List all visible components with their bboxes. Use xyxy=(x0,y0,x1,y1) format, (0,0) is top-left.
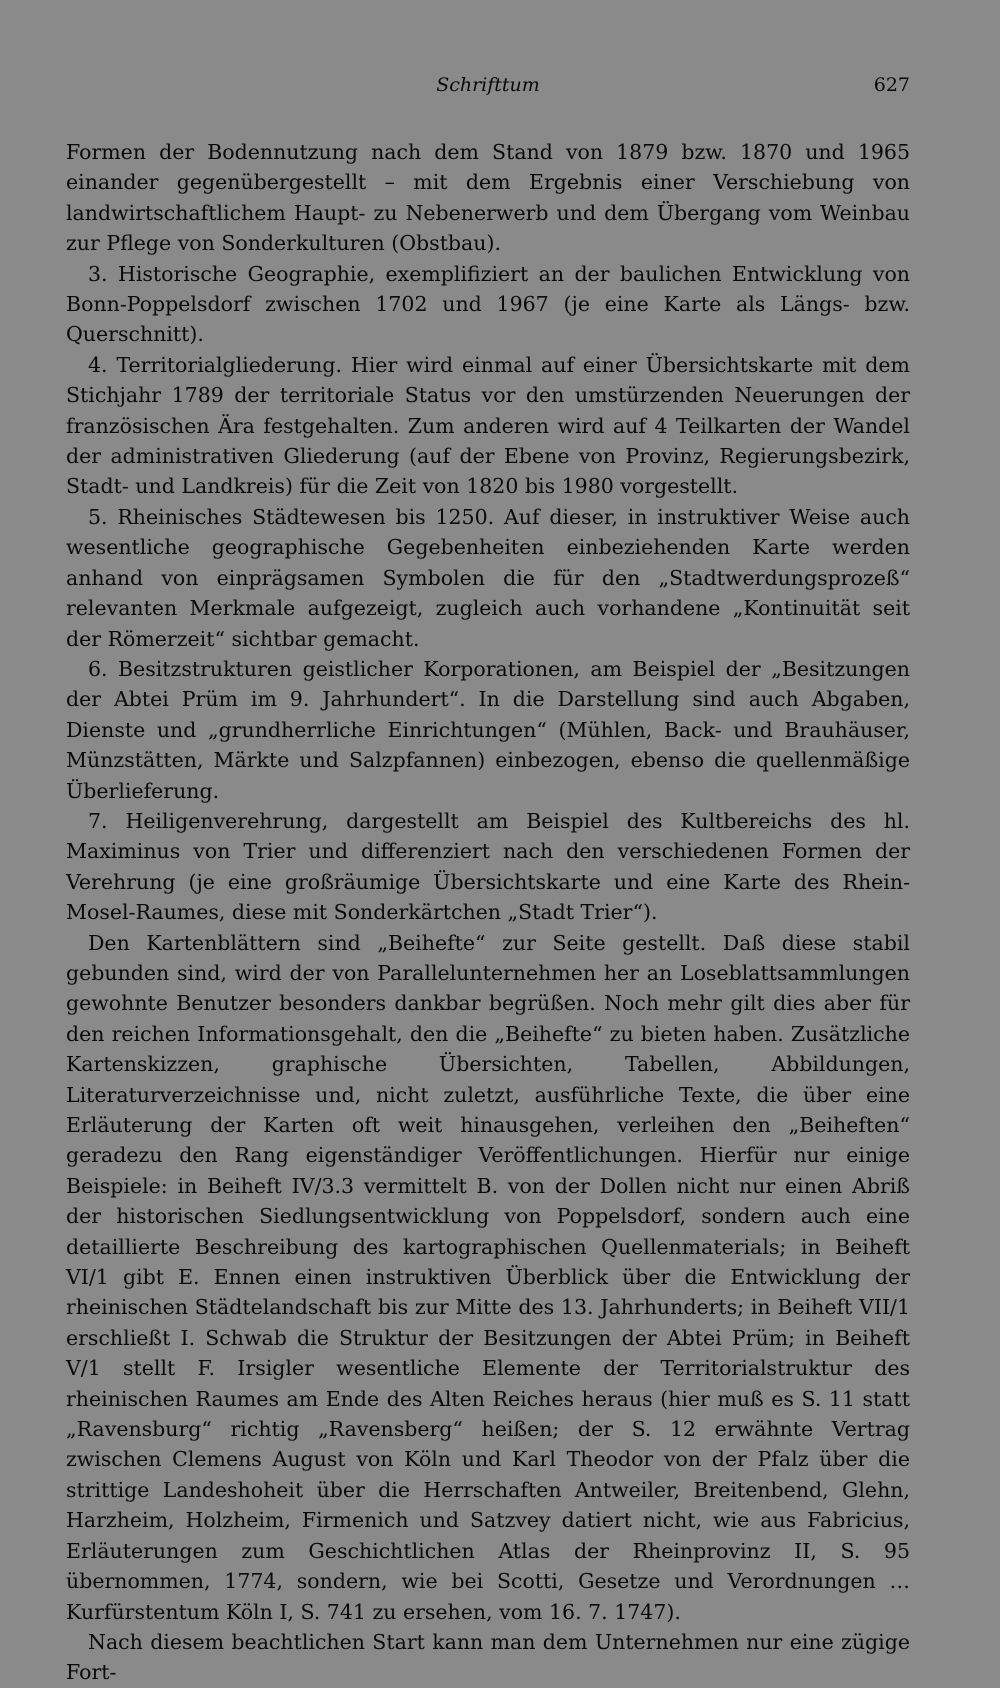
paragraph-closing: Nach diesem beachtlichen Start kann man dem Unternehmen nur eine zügige Fort- xyxy=(66,1629,910,1685)
body-text xyxy=(66,137,910,1688)
running-title: Schrifttum xyxy=(436,74,540,96)
paragraph-continuation: Formen der Bodennutzung nach dem Stand von 1879 bzw. 1870 und 1965 einander gegenübergestellt – mit dem Ergebnis einer Verschiebung von landwirtschaftlichem Haupt- zu Nebenerwerb und dem Übergang vom Weinbau zur Pflege von Sonderkulturen (Obstbau). xyxy=(66,140,910,256)
paragraph-item-4: 4. Territorialgliederung. Hier wird einmal auf einer Übersichtskarte mit dem Stichjahr 1789 der territoriale Status vor den umstürzenden Neuerungen der französischen Ära festgehalten. Zum anderen wird auf 4 Teilkarten der Wandel der administrativen Gliederung (auf der Ebene von Provinz, Regierungsbezirk, Stadt- und Landkreis) für die Zeit von 1820 bis 1980 vorgestellt. xyxy=(66,352,910,499)
paragraph-item-3: 3. Historische Geographie, exemplifiziert an der baulichen Entwicklung von Bonn-Poppelsdorf zwischen 1702 und 1967 (je eine Karte als Längs- bzw. Querschnitt). xyxy=(66,261,910,347)
paragraph-item-5: 5. Rheinisches Städtewesen bis 1250. Auf dieser, in instruktiver Weise auch wesentliche geographische Gegebenheiten einbeziehenden Karte werden anhand von einprägsamen Symbolen die für den „Stadtwerdungsprozeß“ relevanten Merkmale aufgezeigt, zugleich auch vorhandene „Kontinuität seit der Römerzeit“ sichtbar gemacht. xyxy=(66,504,910,651)
paragraph-beihefte: Den Kartenblättern sind „Beihefte“ zur Seite gestellt. Daß diese stabil gebunden sind, wird der von Parallelunternehmen her an Loseblattsammlungen gewohnte Benutzer besonders dankbar begrüßen. Noch mehr gilt dies aber für den reichen Informationsgehalt, den die „Beihefte“ zu bieten haben. Zusätzliche Kartenskizzen, graphische Übersichten, Tabellen, Abbildungen, Literaturverzeichnisse und, nicht zuletzt, ausführliche Texte, die über eine Erläuterung der Karten oft weit hinausgehen, verleihen den „Beiheften“ geradezu den Rang eigenständiger Veröffentlichungen. Hierfür nur einige Beispiele: in Beiheft IV/3.3 vermittelt B. von der Dollen nicht nur einen Abriß der historischen Siedlungsentwicklung von Poppelsdorf, sondern auch eine detaillierte Beschreibung des kartographischen Quellenmaterials; in Beiheft VI/1 gibt E. Ennen einen instruktiven Überblick über die Entwicklung der rheinischen Städtelandschaft bis zur Mitte des 13. Jahrhunderts; in Beiheft VII/1 erschließt I. Schwab die Struktur der Besitzungen der Abtei Prüm; in Beiheft V/1 stellt F. Irsigler wesentliche Elemente der Territorialstruktur des rheinischen Raumes am Ende des Alten Reiches heraus (hier muß es S. 11 statt „Ravensburg“ richtig „Ravensberg“ heißen; der S. 12 erwähnte Vertrag zwischen Clemens August von Köln und Karl Theodor von der Pfalz über die strittige Landeshoheit über die Herrschaften Antweiler, Breitenbend, Glehn, Harzheim, Holzheim, Firmenich und Satzvey datiert nicht, wie aus Fabricius, Erläuterungen zum Geschichtlichen Atlas der Rheinprovinz II, S. 95 übernommen, 1774, sondern, wie bei Scotti, Gesetze und Verordnungen … Kurfürstentum Köln I, S. 741 zu ersehen, vom 16. 7. 1747). xyxy=(66,930,910,1624)
paragraph-item-7: 7. Heiligenverehrung, dargestellt am Beispiel des Kultbereichs des hl. Maximinus von Trier und differenziert nach den verschiedenen Formen der Verehrung (je eine großräumige Übersichtskarte und eine Karte des Rhein-Mosel-Raumes, diese mit Sonderkärtchen „Stadt Trier“). xyxy=(66,808,910,925)
paragraph-item-6: 6. Besitzstrukturen geistlicher Korporationen, am Beispiel der „Besitzungen der Abtei Prüm im 9. Jahrhundert“. In die Darstellung sind auch Abgaben, Dienste und „grundherrliche Einrichtungen“ (Mühlen, Back- und Brauhäuser, Münzstätten, Märkte und Salzpfannen) einbezogen, ebenso die quellenmäßige Überlieferung. xyxy=(66,656,910,803)
page-number: 627 xyxy=(873,74,910,96)
running-header xyxy=(66,74,910,104)
